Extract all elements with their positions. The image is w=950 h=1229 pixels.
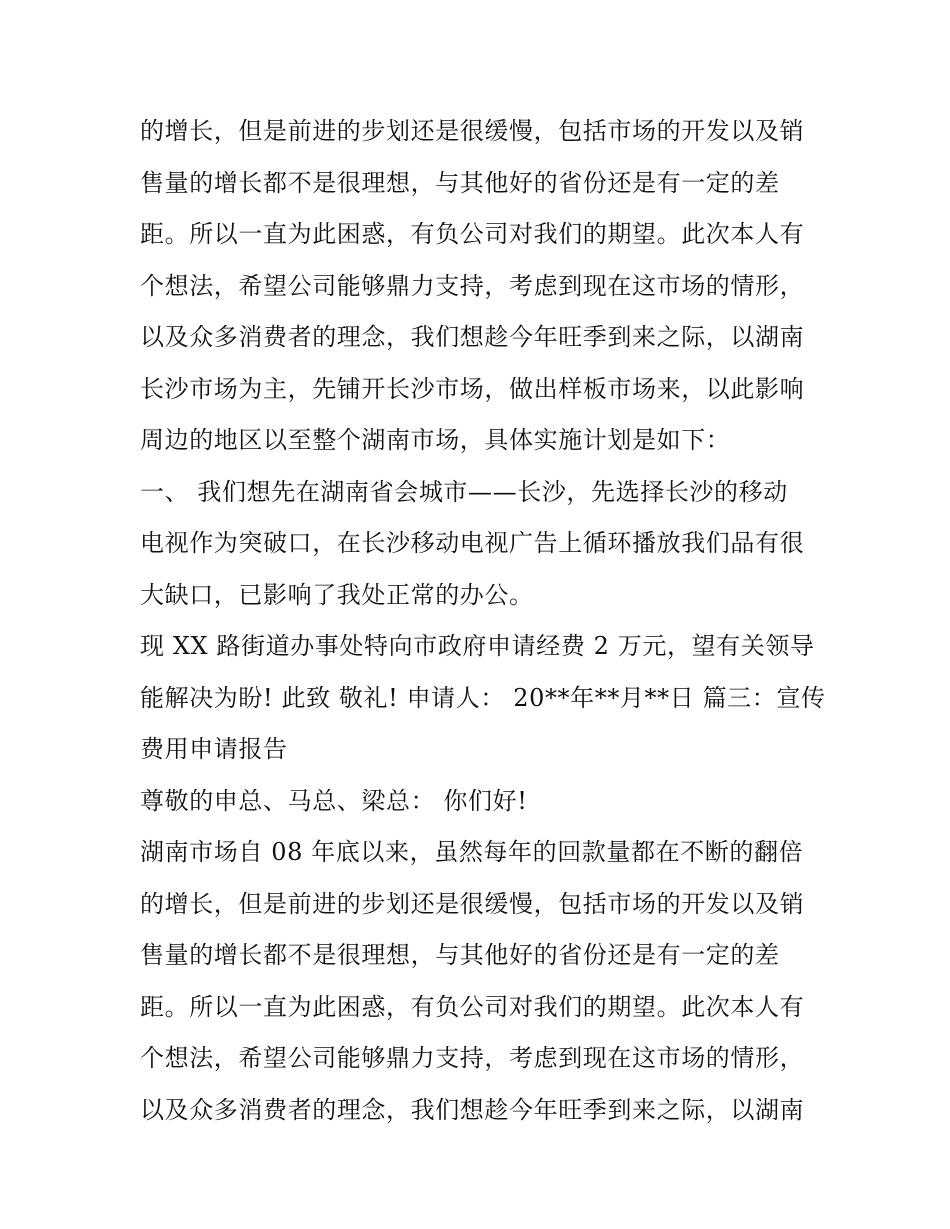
text-line: 长沙市场为主，先铺开长沙市场，做出样板市场来，以此影响 [140, 374, 805, 403]
text-line: 的增长，但是前进的步划还是很缓慢，包括市场的开发以及销 [140, 117, 805, 145]
text-line: 大缺口，已影响了我处正常的办公。 [140, 580, 534, 609]
text-line: 一、 我们想先在湖南省会城市——长沙，先选择长沙的移动 [140, 477, 788, 506]
text-line: 个想法，希望公司能够鼎力支持，考虑到现在这市场的情形， [140, 1044, 805, 1072]
text-line: 以及众多消费者的理念，我们想趁今年旺季到来之际，以湖南 [140, 1095, 805, 1124]
text-line: 以及众多消费者的理念，我们想趁今年旺季到来之际，以湖南 [140, 323, 805, 351]
text-line: 尊敬的申总、马总、梁总： 你们好! [140, 786, 528, 815]
text-line: 的增长，但是前进的步划还是很缓慢，包括市场的开发以及销 [140, 889, 805, 918]
document-body [140, 106, 826, 1136]
text-line: 周边的地区以至整个湖南市场，具体实施计划是如下： [140, 426, 731, 454]
text-line: 能解决为盼! 此致 敬礼! 申请人： 20**年**月**日 篇三：宣传 [140, 683, 826, 712]
text-line: 售量的增长都不是很理想，与其他好的省份还是有一定的差 [140, 168, 780, 197]
text-line: 售量的增长都不是很理想，与其他好的省份还是有一定的差 [140, 941, 780, 969]
text-line: 费用申请报告 [140, 735, 288, 763]
text-line: 现 XX 路街道办事处特向市政府申请经费 2 万元，望有关领导 [140, 632, 815, 660]
text-line: 个想法，希望公司能够鼎力支持，考虑到现在这市场的情形， [140, 271, 805, 300]
text-line: 距。所以一直为此困惑，有负公司对我们的期望。此次本人有 [140, 992, 805, 1021]
text-line: 距。所以一直为此困惑，有负公司对我们的期望。此次本人有 [140, 220, 805, 248]
text-line: 电视作为突破口，在长沙移动电视广告上循环播放我们品有很 [140, 529, 805, 557]
text-line: 湖南市场自 08 年底以来，虽然每年的回款量都在不断的翻倍 [140, 838, 804, 866]
